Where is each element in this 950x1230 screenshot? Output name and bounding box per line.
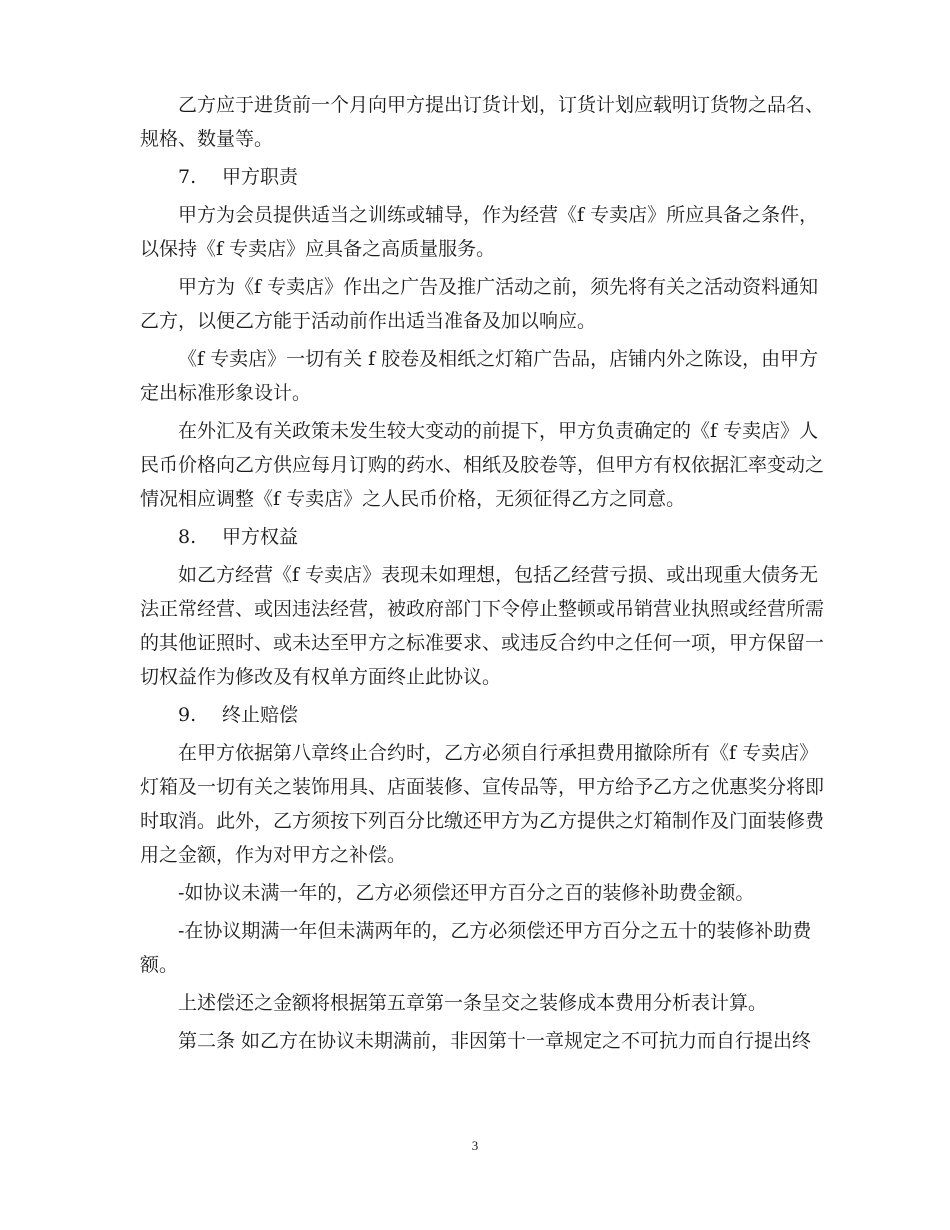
section-heading-7 xyxy=(140,160,812,194)
document-page xyxy=(140,88,825,1058)
paragraph-line: 乙方，以便乙方能于活动前作出适当准备及加以响应。 xyxy=(140,310,597,332)
paragraph-line: 如乙方经营《f 专卖店》表现未如理想，包括乙经营亏损、或出现重大债务无 xyxy=(178,564,819,586)
paragraph-line: 第二条 如乙方在协议未期满前，非因第十一章规定之不可抗力而自行提出终 xyxy=(178,1030,812,1052)
paragraph-line: 甲方为会员提供适当之训练或辅导，作为经营《f 专卖店》所应具备之条件， xyxy=(178,204,819,226)
paragraph-line: 用之金额，作为对甲方之补偿。 xyxy=(140,844,407,866)
paragraph-line: 甲方为《f 专卖店》作出之广告及推广活动之前，须先将有关之活动资料通知 xyxy=(178,276,819,298)
section-heading-8 xyxy=(140,520,812,554)
paragraph-line: 的其他证照时、或未达至甲方之标准要求、或违反合约中之任何一项，甲方保留一 xyxy=(140,632,825,654)
paragraph-line: 法正常经营、或因违法经营，被政府部门下令停止整顿或吊销营业执照或经营所需 xyxy=(140,598,825,620)
section-number: 7. xyxy=(178,166,197,188)
section-title: 甲方职责 xyxy=(222,166,299,188)
paragraph-line: 在外汇及有关政策未发生较大变动的前提下，甲方负责确定的《f 专卖店》人 xyxy=(178,420,819,442)
paragraph-line: -在协议期满一年但未满两年的，乙方必须偿还甲方百分之五十的装修补助费 xyxy=(178,920,812,942)
section-heading-9 xyxy=(140,698,812,732)
paragraph-line: 民币价格向乙方供应每月订购的药水、相纸及胶卷等，但甲方有权依据汇率变动之 xyxy=(140,454,825,476)
paragraph-line: 《f 专卖店》一切有关 f 胶卷及相纸之灯箱广告品，店铺内外之陈设，由甲方 xyxy=(178,348,819,370)
paragraph-line: 以保持《f 专卖店》应具备之高质量服务。 xyxy=(140,238,496,260)
paragraph-line: 切权益作为修改及有权单方面终止此协议。 xyxy=(140,666,502,688)
section-title: 甲方权益 xyxy=(222,526,299,548)
paragraph-line: 乙方应于进货前一个月向甲方提出订货计划，订货计划应载明订货物之品名、 xyxy=(178,94,825,116)
paragraph-line: 上述偿还之金额将根据第五章第一条呈交之装修成本费用分析表计算。 xyxy=(178,992,768,1014)
paragraph-line: 灯箱及一切有关之装饰用具、店面装修、宣传品等，甲方给予乙方之优惠奖分将即 xyxy=(140,776,825,798)
paragraph-line: 在甲方依据第八章终止合约时，乙方必须自行承担费用撤除所有《f 专卖店》 xyxy=(178,742,819,764)
paragraph-line: -如协议未满一年的，乙方必须偿还甲方百分之百的装修补助费金额。 xyxy=(178,882,755,904)
paragraph-line: 规格、数量等。 xyxy=(140,128,274,150)
section-title: 终止赔偿 xyxy=(222,704,299,726)
paragraph-line: 时取消。此外，乙方须按下列百分比缴还甲方为乙方提供之灯箱制作及门面装修费 xyxy=(140,810,825,832)
page-number: 3 xyxy=(471,1138,479,1153)
section-number: 9. xyxy=(178,704,197,726)
paragraph-line: 定出标准形象设计。 xyxy=(140,382,312,404)
paragraph-line: 额。 xyxy=(140,954,179,976)
section-number: 8. xyxy=(178,526,197,548)
paragraph-line: 情况相应调整《f 专卖店》之人民币价格，无须征得乙方之同意。 xyxy=(140,488,686,510)
